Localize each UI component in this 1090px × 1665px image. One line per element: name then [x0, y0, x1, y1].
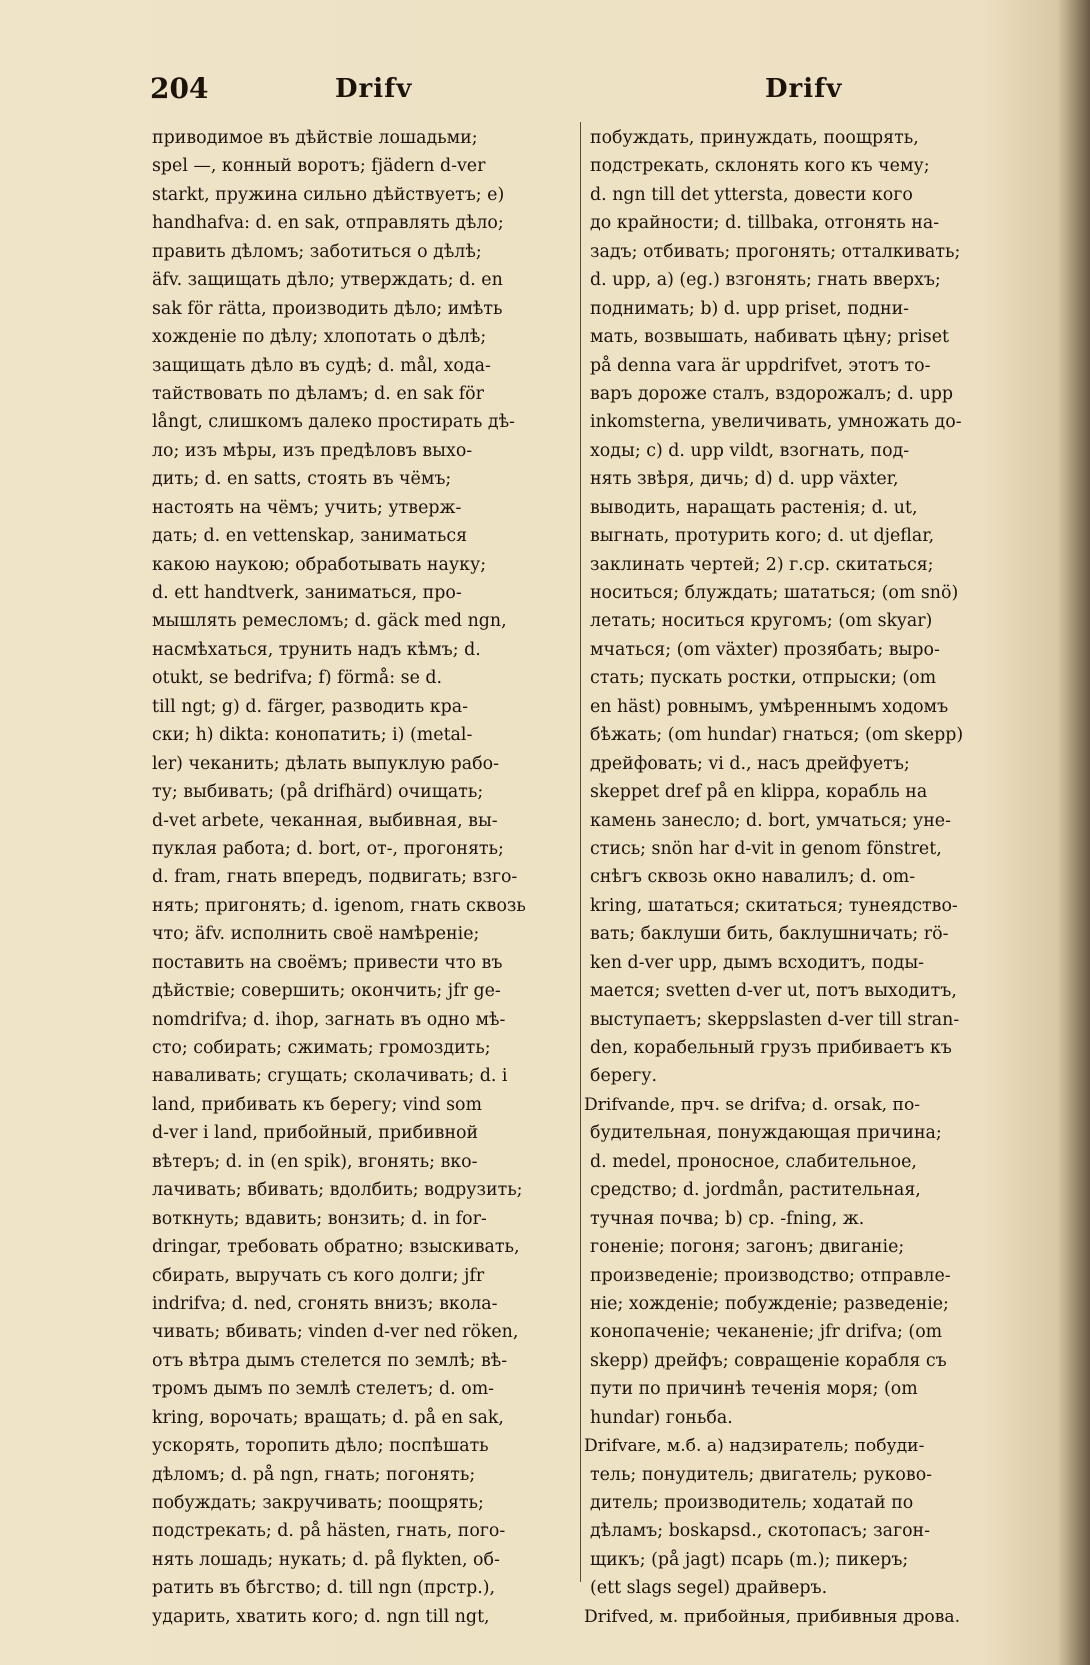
left-column-line: подстрекать; d. på hästen, гнать, пого-	[152, 1521, 506, 1542]
right-column-line: поднимать; b) d. upp priset, подни-	[590, 298, 910, 319]
left-column-line: till ngt; g) d. färger, разводить кра-	[152, 696, 468, 717]
left-column-line: поставить на своёмъ; привести что въ	[152, 952, 503, 973]
left-column-line: сбирать, выручать съ кого долги; jfr	[152, 1265, 485, 1286]
right-column-line: гоненіе; погоня; загонъ; двиганіе;	[590, 1237, 905, 1258]
right-column-line: kring, шататься; скитаться; тунеядство-	[590, 895, 958, 916]
left-column-line: ler) чеканить; дѣлать выпуклую рабо-	[152, 753, 499, 774]
left-column-line: äfv. защищать дѣло; утверждать; d. en	[152, 270, 503, 291]
right-column-line: задъ; отбивать; прогонять; отталкивать;	[590, 241, 961, 262]
left-column-line: хожденіе по дѣлу; хлопотать о дѣлѣ;	[152, 327, 487, 348]
right-column-line: варъ дороже сталъ, вздорожалъ; d. upp	[590, 383, 953, 404]
left-column-line: d. ett handtverk, заниматься, про-	[152, 583, 462, 603]
right-column-line: дѣламъ; boskapsd., скотопасъ; загон-	[590, 1521, 931, 1542]
right-column-line: заклинать чертей; 2) г.ср. скитаться;	[590, 554, 934, 575]
right-column-line: мается; svetten d-ver ut, потъ выходитъ,	[590, 981, 957, 1002]
right-column-line: hundar) гоньба.	[590, 1407, 733, 1428]
right-column-line: выгнать, протурить кого; d. ut djeflar,	[590, 526, 935, 547]
right-column-line: берегу.	[590, 1066, 658, 1087]
right-column-line: конопаченіе; чеканеніе; jfr drifva; (om	[590, 1322, 943, 1343]
left-column-line: тайствовать по дѣламъ; d. en sak för	[152, 383, 484, 404]
right-column-line: выводить, наращать растенія; d. ut,	[590, 497, 918, 518]
right-column-line: дрейфовать; vi d., насъ дрейфуетъ;	[590, 753, 910, 774]
right-column-line: мчаться; (om växter) прозябать; выро-	[590, 639, 940, 660]
right-column-line: d. ngn till det yttersta, довести кого	[590, 184, 913, 205]
left-column-line: править дѣломъ; заботиться о дѣлѣ;	[152, 241, 482, 262]
left-column-line: starkt, пружина сильно дѣйствуетъ; е)	[152, 184, 505, 205]
running-head-left: Drifv	[335, 74, 413, 104]
left-column-line: мышлять ремесломъ; d. gäck med ngn,	[152, 611, 507, 632]
column-divider	[580, 122, 581, 1582]
right-column-line: вать; баклуши бить, баклушничать; rö-	[590, 924, 949, 945]
left-column-line: лачивать; вбивать; вдолбить; водрузить;	[152, 1180, 523, 1201]
right-column-line: Drifved, м. прибойныя, прибивныя дрова.	[584, 1606, 961, 1627]
left-column-line: воткнуть; вдавить; вонзить; d. in for-	[152, 1208, 487, 1229]
left-column-line: ски; h) dikta: конопатить; i) (metal-	[152, 725, 473, 746]
right-column-line: мать, возвышать, набивать цѣну; priset	[590, 327, 949, 348]
right-column-line: Drifvare, м.б. a) надзиратель; побуди-	[584, 1436, 925, 1457]
right-column-line: пути по причинѣ теченія моря; (om	[590, 1379, 918, 1400]
left-column-line: nomdrifva; d. ihop, загнать въ одно мѣ-	[152, 1009, 506, 1030]
left-column-line: дать; d. en vettenskap, заниматься	[152, 526, 468, 547]
right-column-line: камень занесло; d. bort, умчаться; уне-	[590, 810, 951, 831]
left-column-line: otukt, se bedrifva; f) förmå: se d.	[152, 668, 443, 689]
left-column-line: дить; d. en satts, стоять въ чёмъ;	[152, 469, 452, 490]
left-column-line: пуклая работа; d. bort, от-, прогонять;	[152, 838, 504, 859]
right-column-line: en häst) ровнымъ, умѣреннымъ ходомъ	[590, 696, 949, 717]
right-column-line: skeppet dref på en klippa, корабль на	[590, 782, 928, 803]
running-head-right: Drifv	[765, 74, 843, 104]
left-column-line: ускорять, торопить дѣло; поспѣшать	[152, 1436, 489, 1457]
right-column-line: тучная почва; b) ср. -fning, ж.	[590, 1208, 865, 1229]
right-column-line: подстрекать, склонять кого къ чему;	[590, 156, 930, 177]
right-column-line: тель; понудитель; двигатель; руково-	[590, 1464, 933, 1485]
left-column-line: отъ вѣтра дымъ стелется по землѣ; вѣ-	[152, 1350, 508, 1371]
left-column-line: indrifva; d. ned, сгонять внизъ; вкола-	[152, 1293, 498, 1314]
left-column-line: d-ver i land, прибойный, прибивной	[152, 1123, 479, 1144]
right-column-line: ніе; хожденіе; побужденіе; разведеніе;	[590, 1293, 949, 1314]
left-column-line: защищать дѣло въ судѣ; d. mål, хода-	[152, 355, 491, 376]
left-column-line: spel —, конный воротъ; fjädern d-ver	[152, 156, 486, 177]
left-column-line: ло; изъ мѣры, изъ предѣловъ выхо-	[152, 440, 473, 461]
right-column-line: d. upp, a) (eg.) взгонять; гнать вверхъ;	[590, 270, 941, 291]
left-column-line: ударить, хватить кого; d. ngn till ngt,	[152, 1606, 490, 1627]
left-column-line: d. fram, гнать впередъ, подвигать; взго-	[152, 867, 518, 888]
right-column-line: бѣжать; (om hundar) гнаться; (om skepp)	[590, 725, 964, 746]
right-column	[584, 124, 1010, 1631]
right-column-line: выступаетъ; skeppslasten d-ver till stran-	[590, 1009, 960, 1030]
left-column-line: сто; собирать; сжимать; громоздить;	[152, 1038, 491, 1058]
right-column-line: нять звѣря, дичь; d) d. upp växter,	[590, 469, 899, 490]
right-column-line: побуждать, принуждать, поощрять,	[590, 128, 919, 148]
left-column-line: d-vet arbete, чеканная, выбивная, вы-	[152, 810, 498, 831]
right-column-line: ken d-ver upp, дымъ всходитъ, поды-	[590, 952, 925, 973]
right-column-line: (ett slags segel) драйверъ.	[590, 1578, 828, 1599]
left-column-line: что; äfv. исполнить своё намѣреніе;	[152, 924, 480, 945]
left-column-line: kring, ворочать; вращать; d. på en sak,	[152, 1407, 504, 1428]
right-column-line: средство; d. jordmån, растительная,	[590, 1180, 921, 1201]
right-column-line: дитель; производитель; ходатай по	[590, 1493, 914, 1513]
left-column-line: какою наукою; обработывать науку;	[152, 554, 487, 575]
left-column-line: настоять на чёмъ; учить; утверж-	[152, 497, 462, 518]
right-column-line: skepp) дрейфъ; совращеніе корабля съ	[590, 1350, 947, 1371]
left-column-line: dringar, требовать обратно; взыскивать,	[152, 1237, 520, 1258]
right-column-line: до крайности; d. tillbaka, отгонять на-	[590, 213, 940, 234]
right-column-line: щикъ; (på jagt) псарь (m.); пикеръ;	[590, 1549, 909, 1570]
right-column-line: på denna vara är uppdrifvet, этотъ то-	[590, 355, 931, 376]
left-column-line: побуждать; закручивать; поощрять;	[152, 1493, 484, 1513]
right-column-line: произведеніе; производство; отправле-	[590, 1265, 951, 1286]
right-column-line: den, корабельный грузъ прибиваетъ къ	[590, 1038, 952, 1058]
right-column-line: ходы; c) d. upp vildt, взогнать, под-	[590, 440, 910, 461]
left-column-line: långt, слишкомъ далеко простирать дѣ-	[152, 412, 515, 433]
right-column-line: будительная, понуждающая причина;	[590, 1123, 942, 1144]
left-column-line: нять лошадь; нукать; d. på flykten, об-	[152, 1549, 500, 1570]
left-column-line: приводимое въ дѣйствіе лошадьми;	[152, 128, 478, 148]
right-column-line: Drifvande, прч. se drifva; d. orsak, по-	[584, 1094, 921, 1115]
right-column-line: летать; носиться кругомъ; (om skyar)	[590, 611, 933, 632]
page-header	[150, 72, 850, 112]
left-column-line: ратить въ бѣгство; d. till ngn (прстр.),	[152, 1578, 496, 1599]
left-column-line: дѣйствіе; совершить; окончить; jfr ge-	[152, 981, 501, 1002]
left-column-line: land, прибивать къ берегу; vind som	[152, 1094, 482, 1115]
left-column-line: насмѣхаться, трунить надъ кѣмъ; d.	[152, 639, 481, 660]
left-column-line: ту; выбивать; (på drifhärd) очищать;	[152, 782, 484, 803]
right-column-line: стись; snön har d-vit in genom fönstret,	[590, 838, 942, 859]
left-column-line: наваливать; сгущать; сколачивать; d. i	[152, 1066, 508, 1087]
left-column-line: вѣтеръ; d. in (en spik), вгонять; вко-	[152, 1151, 478, 1172]
left-column-line: нять; пригонять; d. igenom, гнать сквозь	[152, 895, 526, 916]
page-number: 204	[150, 72, 209, 105]
right-column-line: inkomsterna, увеличивать, умножать до-	[590, 412, 962, 433]
right-column-line: снѣгъ сквозь окно навалилъ; d. om-	[590, 867, 916, 888]
left-column-line: sak för rätta, производить дѣло; имѣть	[152, 298, 503, 319]
left-column-line: чивать; вбивать; vinden d-ver ned röken,	[152, 1322, 519, 1343]
left-column	[152, 124, 572, 1631]
right-column-line: d. medel, проносное, слабительное,	[590, 1151, 917, 1172]
right-column-line: стать; пускать ростки, отпрыски; (om	[590, 668, 937, 689]
right-column-line: носиться; блуждать; шататься; (om snö)	[590, 583, 959, 603]
left-column-line: тромъ дымъ по землѣ стелетъ; d. om-	[152, 1379, 495, 1400]
left-column-line: handhafva: d. en sak, отправлять дѣло;	[152, 213, 504, 234]
left-column-line: дѣломъ; d. på ngn, гнать; погонять;	[152, 1464, 476, 1485]
